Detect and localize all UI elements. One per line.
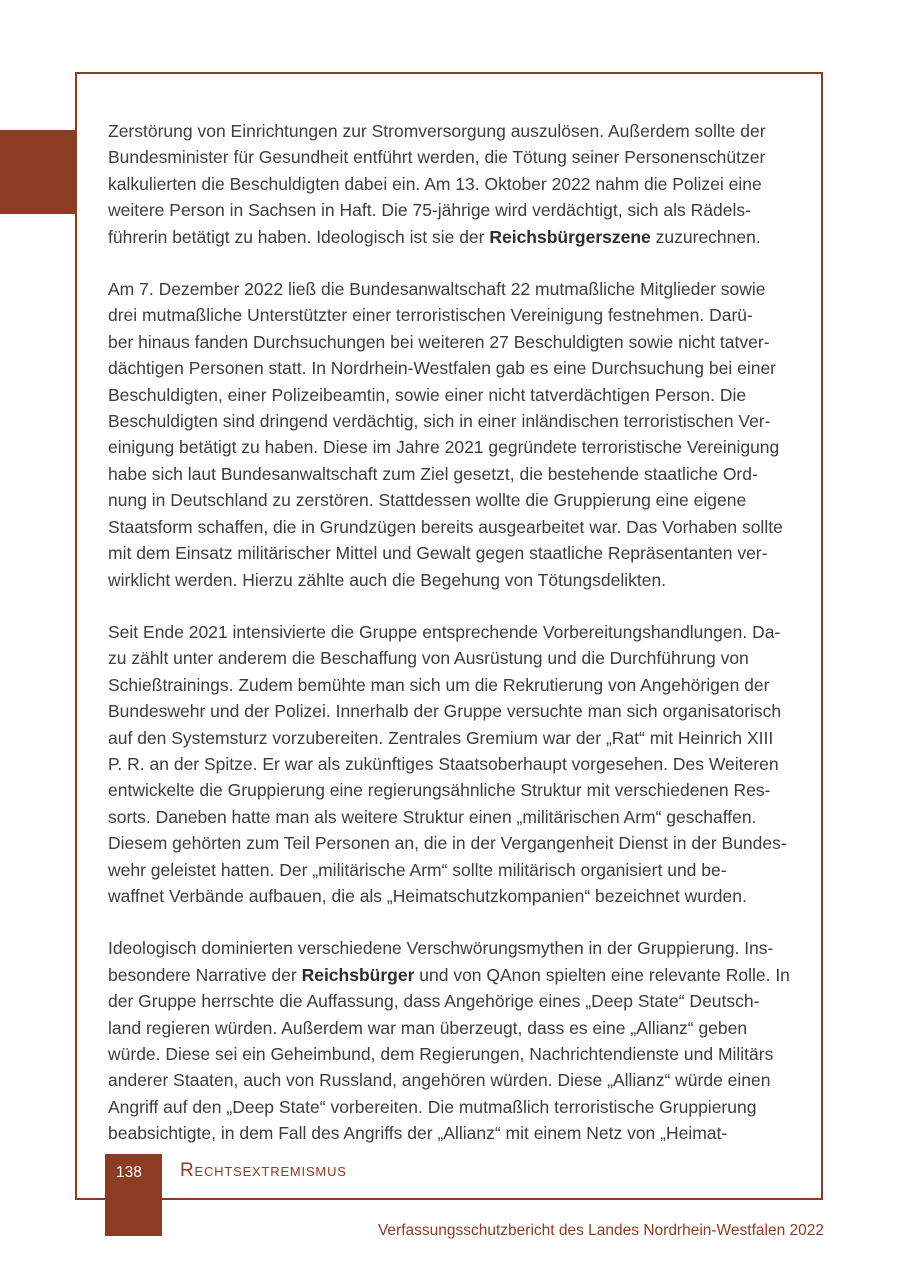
text-segment: führerin betätigt zu haben. Ideologisch ist sie der	[108, 226, 490, 247]
text-segment: anderer Staaten, auch von Russland, angehören würden. Diese „Allianz“ würde einen	[108, 1070, 771, 1091]
text-segment: wirklicht werden. Hierzu zählte auch die Begehung von Tötungsdelikten.	[108, 569, 667, 590]
text-line	[108, 540, 803, 566]
text-segment: Beschuldigten, einer Polizeibeamtin, sowie einer nicht tatverdächtigen Person. Die	[108, 384, 747, 405]
text-line	[108, 276, 803, 302]
text-line	[108, 962, 803, 988]
text-segment: habe sich laut Bundesanwaltschaft zum Ziel gesetzt, die bestehende staatliche Ord-	[108, 463, 758, 484]
text-segment: mit dem Einsatz militärischer Mittel und Gewalt gegen staatliche Repräsentanten ver-	[108, 543, 768, 564]
text-segment: Beschuldigten sind dringend verdächtig, sich in einer inländischen terroristischen Ver-	[108, 411, 771, 432]
text-segment: Staatsform schaffen, die in Grundzügen bereits ausgearbeitet war. Das Vorhaben sollte	[108, 516, 783, 537]
paragraph	[108, 619, 803, 909]
page-number: 138	[116, 1164, 142, 1181]
text-segment: wehr geleistet hatten. Der „militärische Arm“ sollte militärisch organisiert und be-	[108, 859, 727, 880]
text-segment: Am 7. Dezember 2022 ließ die Bundesanwaltschaft 22 mutmaßliche Mitglieder sowie	[108, 279, 766, 300]
text-line	[108, 329, 803, 355]
text-line	[108, 487, 803, 513]
text-segment: Ideologisch dominierten verschiedene Verschwörungsmythen in der Gruppierung. Ins-	[108, 938, 774, 959]
text-line	[108, 725, 803, 751]
text-segment: kalkulierten die Beschuldigten dabei ein. Am 13. Oktober 2022 nahm die Polizei eine	[108, 173, 762, 194]
report-footer-title: Verfassungsschutzbericht des Landes Nordrhein-Westfalen 2022	[377, 1222, 824, 1239]
text-line	[108, 408, 803, 434]
text-segment: land regieren würden. Außerdem war man überzeugt, dass es eine „Allianz“ geben	[108, 1017, 748, 1038]
text-line	[108, 1015, 803, 1041]
text-line	[108, 935, 803, 961]
left-edge-tab	[0, 130, 77, 214]
text-line	[108, 382, 803, 408]
text-segment: waffnet Verbände aufbauen, die als „Heimatschutzkompanien“ bezeichnet wurden.	[108, 885, 747, 906]
text-line	[108, 645, 803, 671]
text-segment: dächtigen Personen statt. In Nordrhein-Westfalen gab es eine Durchsuchung bei einer	[108, 358, 776, 379]
text-segment: sorts. Daneben hatte man als weitere Struktur einen „militärischen Arm“ geschaffen.	[108, 806, 757, 827]
text-segment: ber hinaus fanden Durchsuchungen bei weiteren 27 Beschuldigten sowie nicht tatver-	[108, 331, 770, 352]
text-segment: würde. Diese sei ein Geheimbund, dem Regierungen, Nachrichtendienste und Militärs	[108, 1044, 774, 1064]
text-line	[108, 355, 803, 381]
text-segment: besondere Narrative der	[108, 964, 302, 985]
text-segment: auf den Systemsturz vorzubereiten. Zentrales Gremium war der „Rat“ mit Heinrich XIII	[108, 727, 774, 748]
text-line	[108, 434, 803, 460]
text-segment: drei mutmaßliche Unterstützter einer terroristischen Vereinigung festnehmen. Darü-	[108, 305, 753, 326]
text-line	[108, 883, 803, 909]
text-segment: zu zählt unter anderem die Beschaffung von Ausrüstung und die Durchführung von	[108, 648, 749, 669]
text-segment: Bundesminister für Gesundheit entführt werden, die Tötung seiner Personenschützer	[108, 147, 766, 168]
text-segment: einigung betätigt zu haben. Diese im Jahre 2021 gegründete terroristische Vereinigung	[108, 437, 780, 458]
text-line	[108, 1094, 803, 1120]
bold-term: Reichsbürger	[301, 964, 415, 985]
text-line	[108, 224, 803, 250]
paragraph	[108, 118, 803, 250]
text-segment: Zerstörung von Einrichtungen zur Stromversorgung auszulösen. Außerdem sollte der	[108, 121, 766, 141]
text-segment: und von QAnon spielten eine relevante Rolle. In	[414, 964, 790, 985]
text-body	[108, 118, 803, 1173]
text-line	[108, 1067, 803, 1093]
text-segment: nung in Deutschland zu zerstören. Stattdessen wollte die Gruppierung eine eigene	[108, 490, 747, 511]
text-segment: weitere Person in Sachsen in Haft. Die 75-jährige wird verdächtigt, sich als Rädels-	[108, 200, 751, 221]
paragraph	[108, 935, 803, 1146]
text-segment: Bundeswehr und der Polizei. Innerhalb der Gruppe versuchte man sich organisatorisch	[108, 701, 782, 722]
text-segment: entwickelte die Gruppierung eine regierungsähnliche Struktur mit verschiedenen Res-	[108, 780, 771, 801]
text-line	[108, 1041, 803, 1067]
text-line	[108, 118, 803, 144]
section-label: Rechtsextremismus	[180, 1160, 347, 1181]
text-line	[108, 619, 803, 645]
page-number-box	[105, 1154, 162, 1236]
text-segment: Seit Ende 2021 intensivierte die Gruppe entsprechende Vorbereitungshandlungen. Da-	[108, 621, 781, 642]
text-line	[108, 302, 803, 328]
text-line	[108, 672, 803, 698]
paragraph	[108, 276, 803, 593]
text-line	[108, 751, 803, 777]
text-line	[108, 698, 803, 724]
text-segment: beabsichtigte, in dem Fall des Angriffs der „Allianz“ mit einem Netz von „Heimat-	[108, 1123, 728, 1144]
text-line	[108, 144, 803, 170]
text-line	[108, 171, 803, 197]
text-segment: Angriff auf den „Deep State“ vorbereiten. Die mutmaßlich terroristische Gruppierung	[108, 1096, 757, 1117]
text-line	[108, 567, 803, 593]
text-line	[108, 804, 803, 830]
text-line	[108, 777, 803, 803]
text-line	[108, 830, 803, 856]
text-line	[108, 1120, 803, 1146]
text-line	[108, 197, 803, 223]
text-line	[108, 988, 803, 1014]
text-segment: Diesem gehörten zum Teil Personen an, die in der Vergangenheit Dienst in der Bundes-	[108, 833, 787, 854]
text-segment: P. R. an der Spitze. Er war als zukünftiges Staatsoberhaupt vorgesehen. Des Weiteren	[108, 753, 779, 774]
text-line	[108, 857, 803, 883]
bold-term: Reichsbürgerszene	[489, 226, 651, 247]
text-segment: Schießtrainings. Zudem bemühte man sich um die Rekrutierung von Angehörigen der	[108, 674, 770, 695]
text-segment: zuzurechnen.	[650, 226, 761, 247]
text-line	[108, 514, 803, 540]
text-segment: der Gruppe herrschte die Auffassung, dass Angehörige eines „Deep State“ Deutsch-	[108, 991, 760, 1012]
text-line	[108, 461, 803, 487]
